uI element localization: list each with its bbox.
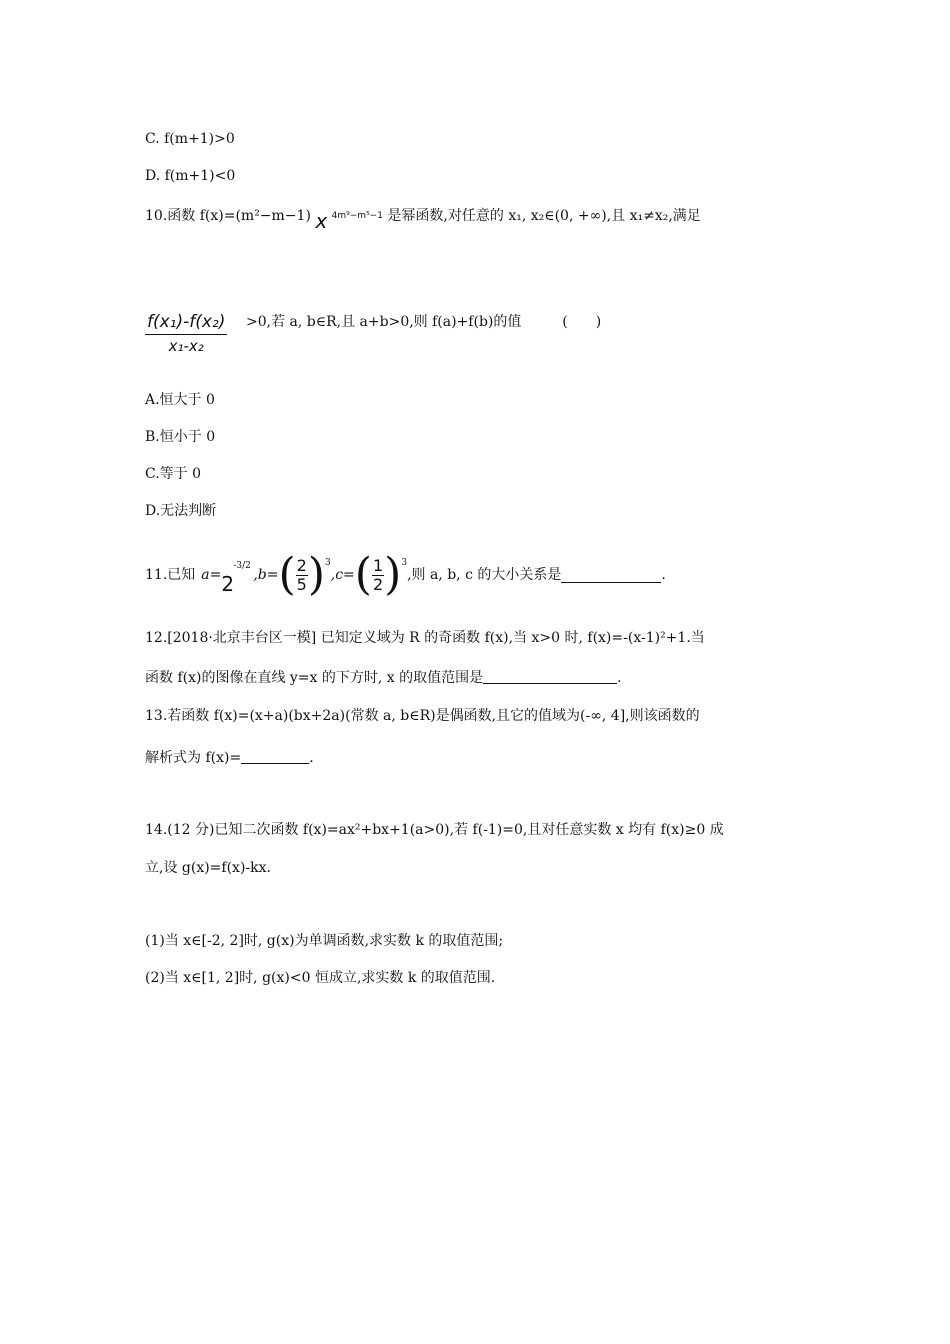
q11-b-numerator: 2 xyxy=(296,555,307,575)
q11-answer-blank[interactable] xyxy=(561,568,661,583)
q13-line2-text: 解析式为 f(x)= xyxy=(145,750,242,766)
q11-a-exponent: -3/2 xyxy=(233,560,251,571)
q11-prefix: 11.已知 xyxy=(145,567,196,583)
q10-option-a: A.恒大于 0 xyxy=(145,392,215,408)
q13-line1: 13.若函数 f(x)=(x+a)(bx+2a)(常数 a, b∈R)是偶函数,且它的值域为(-∞, 4],则该函数的 xyxy=(145,708,700,724)
q11-b-denominator: 5 xyxy=(296,574,307,594)
q12-line2-text: 函数 f(x)的图像在直线 y=x 的下方时, x 的取值范围是 xyxy=(145,670,484,686)
q10-condition-line xyxy=(246,312,601,332)
q11-c-lhs: ,c= xyxy=(330,567,355,583)
q12-line1: 12.[2018·北京丰台区一模] 已知定义域为 R 的奇函数 f(x),当 x>0 时, f(x)=-(x-1)²+1.当 xyxy=(145,630,705,646)
q10-stem-line xyxy=(145,203,701,233)
q10-option-d: D.无法判断 xyxy=(145,503,217,519)
q10-fraction-denominator: x₁-x₂ xyxy=(168,337,204,355)
q11-b-fraction xyxy=(296,557,308,594)
q11-c-numerator: 1 xyxy=(372,555,384,575)
q10-vars: x₁, x₂∈(0, +∞),且 x₁≠x₂,满足 xyxy=(508,208,701,224)
q10-condition: >0,若 a, b∈R,且 a+b>0,则 f(a)+f(b)的值 xyxy=(246,314,522,330)
q11-line: 11.已知 a= 2 -3/2 ,b= ( $\frac{2}{5}$ ) $^3$ ,c= ( $\frac{1}{2}$ ) $^3$ ,则 a, b, c 的大小关系是 . xyxy=(145,549,666,600)
q11-suffix: ,则 a, b, c 的大小关系是 xyxy=(407,567,562,583)
q11-a-lhs: a= xyxy=(201,567,222,583)
q14-part2: (2)当 x∈[1, 2]时, g(x)<0 恒成立,求实数 k 的取值范围. xyxy=(145,970,496,986)
q12-answer-blank[interactable] xyxy=(483,669,617,684)
q10-option-b: B.恒小于 0 xyxy=(145,429,216,445)
q11-c-fraction xyxy=(372,557,384,594)
q11-a-base: 2 xyxy=(221,571,235,596)
q12-end: . xyxy=(617,670,622,686)
q13-answer-blank[interactable] xyxy=(241,749,309,764)
q10-fraction-numerator: f(x₁)-f(x₂) xyxy=(145,312,227,335)
q10-fraction xyxy=(145,312,227,355)
q11-b-lhs: ,b= xyxy=(253,567,279,583)
q10-paren-close: ) xyxy=(595,314,602,330)
q10-function: f(x)=(m²−m−1) xyxy=(199,208,311,224)
q13-end: . xyxy=(309,750,314,766)
q9-option-d: D. f(m+1)<0 xyxy=(145,168,236,184)
q10-power xyxy=(315,203,383,233)
q11-c-denominator: 2 xyxy=(372,574,384,594)
q14-part1: (1)当 x∈[-2, 2]时, g(x)为单调函数,求实数 k 的取值范围; xyxy=(145,933,504,949)
q14-line1: 14.(12 分)已知二次函数 f(x)=ax²+bx+1(a>0),若 f(-1)=0,且对任意实数 x 均有 f(x)≥0 成 xyxy=(145,822,724,838)
q11-end: . xyxy=(661,567,666,583)
q10-prefix: 10.函数 xyxy=(145,208,196,224)
q10-exponent: 4m⁹−m⁵−1 xyxy=(331,211,383,221)
q9-option-c: C. f(m+1)>0 xyxy=(145,131,235,147)
q12-line2 xyxy=(145,668,622,688)
q10-option-c: C.等于 0 xyxy=(145,466,202,482)
q10-paren-open: ( xyxy=(562,314,568,330)
q10-base: x xyxy=(315,209,328,233)
q13-line2 xyxy=(145,748,314,768)
q14-line2: 立,设 g(x)=f(x)-kx. xyxy=(145,860,271,876)
q10-mid: 是幂函数,对任意的 xyxy=(387,208,504,224)
